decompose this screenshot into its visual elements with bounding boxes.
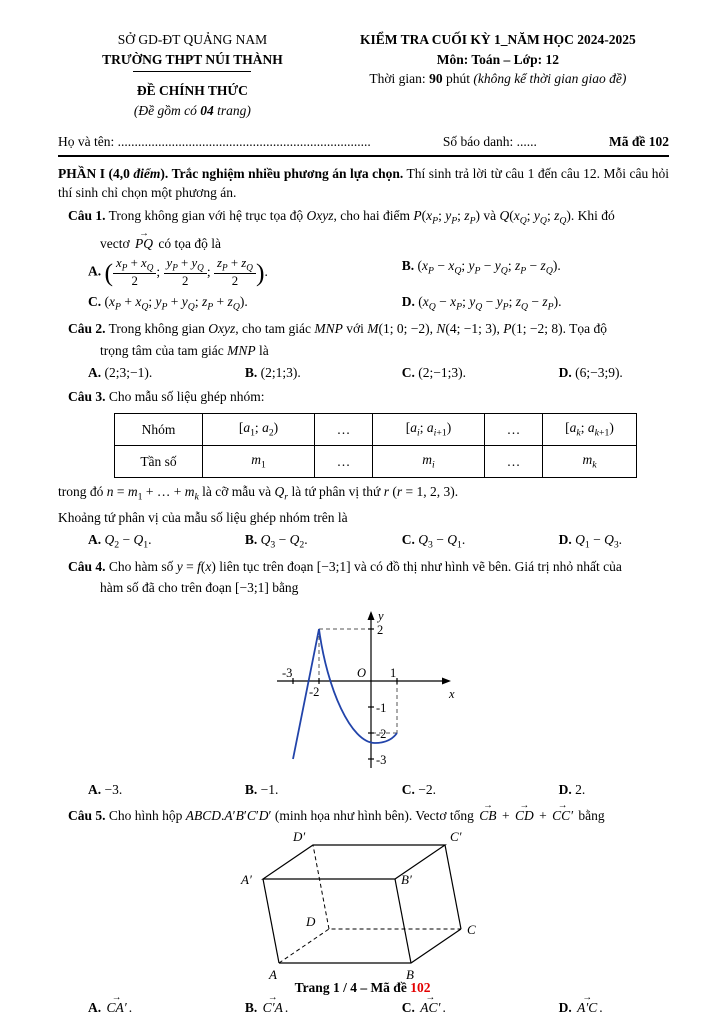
table-cell: $m_1$ <box>203 445 315 477</box>
option-value: −1. <box>260 781 279 797</box>
question-note: trong đó $n = m_1$ + … + $m_k$ là cỡ mẫu và $Q_r$ là tứ phân vị thứ r (r = 1, 2, 3). <box>58 483 459 503</box>
option-d <box>559 530 669 553</box>
origin-label: O <box>356 665 366 680</box>
issuer-block <box>58 30 327 120</box>
option-c <box>402 995 559 1018</box>
option-c <box>88 292 402 315</box>
option-value: ( $\frac{x_P + x_Q}{2}$ ; $\frac{y_P + y_Q}{2}$ ; $\frac{z_P + z_Q}{2}$ ). <box>104 256 268 289</box>
question-number: Câu 2. <box>68 320 106 336</box>
question-text: Cho hàm số y = f(x) liên tục trên đoạn [−3;1] và có đồ thị như hình vẽ bên. Giá trị nhỏ nhất của <box>108 558 622 574</box>
option-a <box>88 780 245 800</box>
option-value: 2. <box>575 781 586 797</box>
candidate-name-field: Họ và tên: ........................................................................... <box>58 134 371 150</box>
question-text: Cho hình hộp ABCD.A′B′C′D′ (minh họa như hình bên). Vectơ tổng → CB + → CD + → CC′ bằng <box>109 808 605 823</box>
option-letter: B. <box>244 1000 258 1016</box>
options-grid <box>58 530 669 553</box>
y-tick-label: -3 <box>375 752 386 767</box>
option-value: (2;1;3). <box>260 365 301 381</box>
question-stem <box>68 387 669 407</box>
x-tick-label: -2 <box>308 684 319 699</box>
x-axis-label: x <box>448 686 455 701</box>
options-grid <box>58 780 669 800</box>
option-letter: C. <box>88 294 102 310</box>
vertex-labels <box>240 829 476 982</box>
hidden-edges <box>279 845 461 963</box>
option-letter: B. <box>244 365 258 381</box>
vertex-label: A <box>268 966 277 982</box>
options-grid <box>58 995 669 1018</box>
options-grid <box>58 363 669 383</box>
exam-duration: Thời gian: 90 phút (không kể thời gian giao đề) <box>369 71 627 87</box>
option-letter: A. <box>88 532 102 548</box>
option-letter: A. <box>88 1000 102 1016</box>
table-cell: $m_i$ <box>373 445 485 477</box>
option-letter: D. <box>558 781 572 797</box>
option-value: → C′A . <box>261 1000 289 1015</box>
question-text: Cho mẫu số liệu ghép nhóm: <box>108 388 265 404</box>
question-2 <box>58 319 669 383</box>
option-letter: A. <box>88 781 102 797</box>
exam-code-badge: Mã đề 102 <box>609 134 669 150</box>
options-grid <box>58 256 669 315</box>
table-row <box>115 414 637 446</box>
x-tick-label: 1 <box>389 665 396 680</box>
option-b <box>245 995 402 1018</box>
option-b <box>245 363 402 383</box>
vertex-label: A′ <box>240 871 252 887</box>
option-value: → A′C . <box>575 1000 603 1015</box>
option-letter: C. <box>401 1000 415 1016</box>
option-value: −2. <box>418 781 436 797</box>
option-value: $Q_2 - Q_1$. <box>104 532 152 551</box>
question-stem <box>68 557 669 577</box>
question-number: Câu 4. <box>68 558 106 574</box>
option-letter: A. <box>88 263 102 279</box>
table-cell: [$a_k$; $a_{k+1}$) <box>543 414 637 446</box>
header <box>58 30 669 120</box>
graph-figure <box>58 601 669 777</box>
x-tick-label: -3 <box>281 665 292 680</box>
official-exam-label: ĐỀ CHÍNH THỨC <box>136 83 248 99</box>
table-cell: … <box>485 414 543 446</box>
question-text-continued: vectơ → PQ có tọa độ là <box>100 231 669 254</box>
parallelepiped-figure <box>199 829 529 987</box>
question-stem <box>68 803 669 826</box>
question-text-continued: trọng tâm của tam giác MNP là <box>100 342 269 358</box>
option-value: $Q_1 - Q_3$. <box>575 532 623 551</box>
table-row <box>115 445 637 477</box>
option-value: ($x_P + x_Q$; $y_P + y_Q$; $z_P + z_Q$). <box>104 294 248 313</box>
exam-title-block <box>327 30 669 120</box>
question-number: Câu 3. <box>68 388 106 404</box>
question-text-continued: hàm số đã cho trên đoạn [−3;1] bằng <box>100 580 299 596</box>
department-name: SỞ GD-ĐT QUẢNG NAM <box>117 32 268 47</box>
table-cell: [$a_i$; $a_{i+1}$) <box>373 414 485 446</box>
option-a <box>88 363 245 383</box>
question-text: Trong không gian với hệ trục tọa độ Oxyz, cho hai điểm $P(x_P$; $y_P$; $z_P$) và $Q(x_Q$; $y_Q$; $z_Q$). Khi đó <box>108 207 615 227</box>
option-letter: C. <box>401 532 415 548</box>
school-name: TRƯỜNG THPT NÚI THÀNH <box>102 51 283 67</box>
option-b <box>245 530 402 553</box>
page-footer <box>0 978 725 998</box>
vertex-label: C′ <box>449 828 462 844</box>
option-value: ($x_Q - x_P$; $y_Q - y_P$; $z_Q - z_P$). <box>418 294 562 313</box>
option-a <box>88 995 245 1018</box>
option-value: (2;3;−1). <box>104 365 153 381</box>
exam-code-footer: 102 <box>410 980 431 996</box>
option-d <box>559 780 669 800</box>
y-tick-label: -2 <box>375 726 386 741</box>
table-cell: … <box>315 445 373 477</box>
option-b <box>402 256 669 289</box>
option-value: (6;−3;9). <box>575 365 623 381</box>
option-c <box>402 530 559 553</box>
table-cell: … <box>485 445 543 477</box>
option-value: → CA′ . <box>105 1000 133 1015</box>
option-c <box>402 363 559 383</box>
y-tick-label: -1 <box>375 700 386 715</box>
box-figure <box>58 828 669 996</box>
page-number: Trang 1 / 4 – Mã đề <box>294 980 411 996</box>
vertex-label: C <box>466 921 476 937</box>
option-value: → AC′ . <box>418 1000 446 1015</box>
question-stem <box>68 206 669 229</box>
solid-edges <box>263 845 461 963</box>
table-cell: … <box>315 414 373 446</box>
option-d <box>559 363 669 383</box>
question-3 <box>58 387 669 553</box>
option-d <box>559 995 669 1018</box>
question-number: Câu 1. <box>68 207 106 223</box>
y-tick-label: 2 <box>376 622 383 637</box>
page-count-note: (Đề gồm có 04 trang) <box>133 102 251 118</box>
question-text: Trong không gian Oxyz, cho tam giác MNP với M(1; 0; −2), N(4; −1; 3), P(1; −2; 8). Tọa độ <box>108 320 608 336</box>
option-letter: D. <box>558 532 572 548</box>
option-letter: B. <box>244 532 258 548</box>
option-value: $Q_3 - Q_2$. <box>260 532 308 551</box>
option-letter: D. <box>558 365 572 381</box>
candidate-number-field: Số báo danh: ...... <box>442 134 537 150</box>
option-value: ($x_P - x_Q$; $y_P - y_Q$; $z_P - z_Q$). <box>417 258 561 277</box>
option-letter: C. <box>401 365 415 381</box>
question-note-2: Khoảng tứ phân vị của mẫu số liệu ghép nhóm trên là <box>58 509 348 525</box>
option-a <box>88 530 245 553</box>
vertex-label: D′ <box>292 828 305 844</box>
y-axis-label: y <box>377 608 384 623</box>
table-cell: Nhóm <box>115 414 203 446</box>
vertex-label: B′ <box>400 871 412 887</box>
option-value: (2;−1;3). <box>418 365 466 381</box>
candidate-info-row <box>58 132 669 157</box>
axes <box>277 613 449 768</box>
vertex-label: D <box>305 913 315 929</box>
table-cell: [$a_1$; $a_2$) <box>203 414 315 446</box>
option-letter: D. <box>558 1000 572 1016</box>
option-letter: C. <box>401 781 415 797</box>
option-b <box>245 780 402 800</box>
header-divider <box>133 71 251 72</box>
question-1 <box>58 206 669 315</box>
option-letter: D. <box>401 294 415 310</box>
table-cell: Tần số <box>115 445 203 477</box>
option-letter: B. <box>401 258 415 274</box>
option-value: −3. <box>104 781 123 797</box>
exam-title: KIỂM TRA CUỐI KỲ 1_NĂM HỌC 2024-2025 <box>360 32 636 47</box>
option-d <box>402 292 669 315</box>
option-c <box>402 780 559 800</box>
function-graph <box>259 601 469 771</box>
option-letter: B. <box>244 781 258 797</box>
exam-subject: Môn: Toán – Lớp: 12 <box>436 51 560 67</box>
vertex-label: B <box>405 966 414 982</box>
frequency-table <box>114 413 637 478</box>
question-number: Câu 5. <box>68 808 106 824</box>
table-cell: $m_k$ <box>543 445 637 477</box>
question-stem <box>68 319 669 339</box>
question-4 <box>58 557 669 799</box>
option-a <box>88 256 402 289</box>
option-letter: A. <box>88 365 102 381</box>
part1-heading: PHẦN I (4,0 điểm). Trắc nghiệm nhiều phương án lựa chọn. Thí sinh trả lời từ câu 1 đến câu 12. Mỗi câu hỏi thí sinh chỉ chọn một phương án. <box>58 165 669 201</box>
option-value: $Q_3 - Q_1$. <box>418 532 466 551</box>
